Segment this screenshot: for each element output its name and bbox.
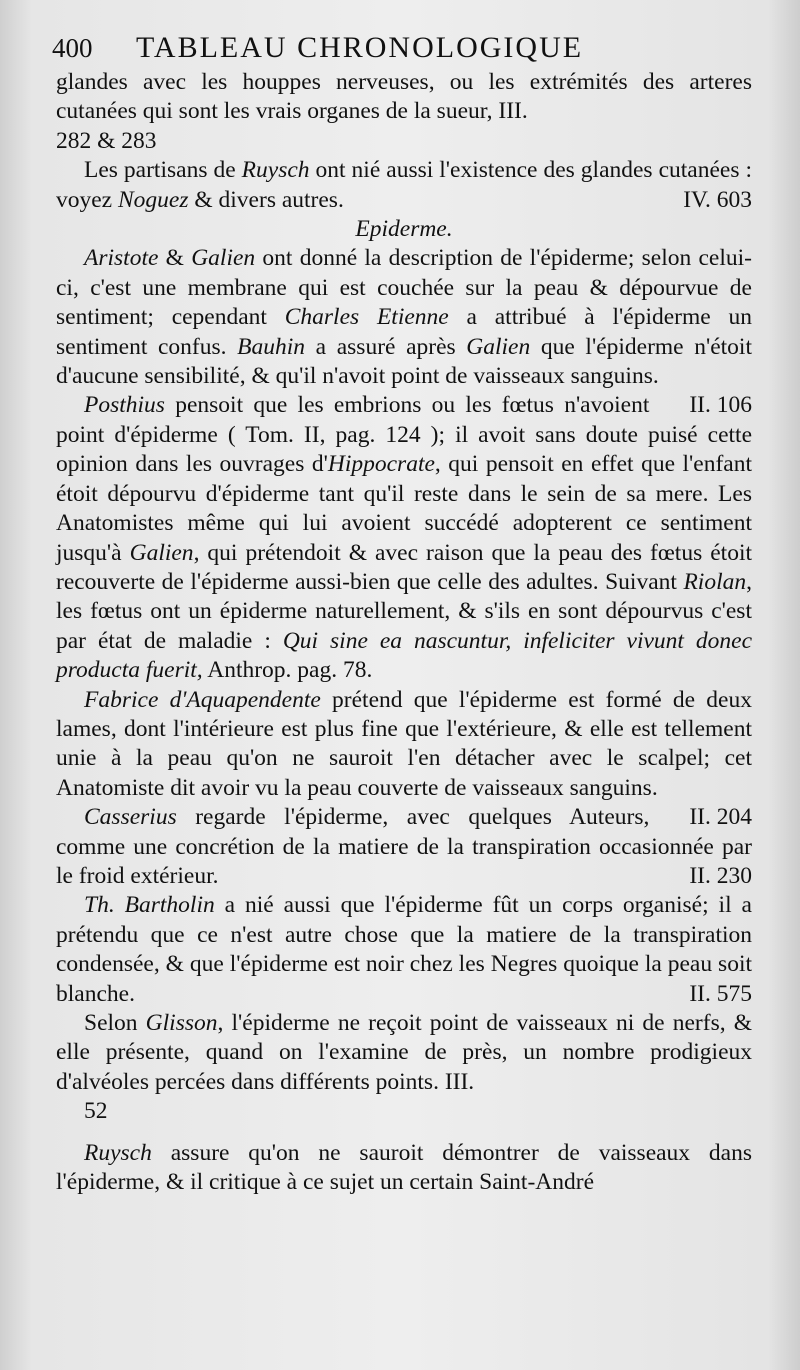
paragraph-casserius	[56, 803, 752, 891]
text-run: &	[158, 245, 192, 272]
text-run: regarde l'épiderme, avec quelques Auteurs, comme une concrétion de la matiere de la transpiration occasionnée par le froid extérieur.	[56, 804, 752, 889]
author-name: Aristote	[84, 245, 159, 272]
text-run: que l'épiderme n'étoit d'aucune sensibilité, & qu'il n'avoit point de vaisseaux sanguins.	[56, 333, 752, 390]
text-run: a nié aussi que l'épiderme fût un corps organisé; il a prétendu que ce n'est autre chose que la matiere de la transpiration condensée, & que l'épiderme est noir chez les Negres quoique la peau soit blanche.	[56, 892, 752, 1007]
author-name: Galien	[466, 333, 531, 360]
text-run: Selon	[84, 1010, 146, 1036]
latin-quote: Qui sine ea nascuntur, infeliciter vivunt donec producta fuerit,	[56, 627, 753, 684]
author-name: Galien	[129, 539, 194, 566]
author-name: Ruysch	[241, 157, 310, 184]
text-run: assure qu'on ne sauroit démontrer de vaisseaux dans l'épiderme, & il critique à ce sujet un certain Saint-André	[56, 1139, 752, 1196]
text-run: prétend que l'épiderme est formé de deux lames, dont l'intérieure est plus fine que l'extérieure, & elle est tellement unie à la peau qu'on ne sauroit l'en détacher avec le scalpel; cet Anatomiste dit avoir vu la peau couverte de vaisseaux sanguins.	[56, 686, 752, 801]
author-name: Bauhin	[237, 333, 306, 360]
paragraph-ruysch	[56, 1139, 752, 1198]
reference: II. 230	[689, 862, 752, 889]
text-run: , les fœtus ont un épiderme naturellement, & s'ils en sont dépourvus c'est par état de maladie :	[56, 568, 752, 654]
page-header	[52, 28, 752, 68]
text-run: & divers autres.	[188, 186, 344, 213]
paragraph-glandes	[56, 68, 752, 156]
author-name: Posthius	[84, 392, 165, 419]
text-run: ont nié aussi l'existence des glandes cutanées : voyez	[56, 157, 752, 213]
text-run: a assuré après	[305, 333, 467, 360]
page-number: 400	[52, 33, 93, 63]
author-name: Casserius	[84, 804, 177, 831]
page-text	[56, 68, 752, 1197]
author-name: Galien	[191, 245, 256, 272]
paragraph-bartholin	[56, 891, 752, 1009]
text-run: , l'épiderme ne reçoit point de vaisseaux ni de nerfs, & elle présente, quand on l'examine de près, un nombre prodigieux d'alvéoles percées dans différents points. III.	[56, 1010, 752, 1095]
reference: II. 106	[689, 392, 752, 419]
running-head: TABLEAU CHRONOLOGIQUE	[136, 31, 584, 64]
spacer	[56, 1127, 752, 1139]
section-heading: Epiderme.	[355, 216, 453, 243]
author-name: Noguez	[118, 186, 189, 213]
author-name: Riolan	[683, 568, 747, 595]
text-run: , qui prétendoit & avec raison que la peau des fœtus étoit recouverte de l'épiderme aussi-bien que celle des adultes. Suivant	[56, 539, 752, 595]
text-run: a attribué à l'épiderme un sentiment confus.	[56, 304, 753, 360]
reference: II. 204	[689, 804, 752, 831]
text-run: Anthrop. pag. 78.	[202, 657, 373, 684]
reference: 282 & 283	[56, 127, 157, 154]
text-run: Les partisans de	[84, 157, 242, 184]
author-name: Ruysch	[84, 1139, 152, 1166]
author-name: Glisson	[145, 1010, 218, 1036]
reference: 52	[84, 1098, 108, 1125]
paragraph-partisans-ruysch	[56, 156, 752, 215]
author-name: Charles Etienne	[284, 304, 449, 331]
author-name: Hippocrate	[327, 451, 435, 478]
reference: IV. 603	[683, 186, 752, 213]
text-run: pensoit que les embrions ou les fœtus n'avoient point d'épiderme ( Tom. II, pag. 124 ); il avoit sans doute puisé cette opinion dans les ouvrages d'	[56, 392, 752, 478]
paragraph-text: glandes avec les houppes nerveuses, ou les extrémités des arteres cutanées qui sont les vrais organes de la sueur, III.	[56, 69, 752, 125]
paragraph-posthius	[56, 391, 752, 685]
paragraph-glisson	[56, 1009, 752, 1127]
text-run: , qui pensoit en effet que l'enfant étoit dépourvu d'épiderme tant qu'il reste dans le sein de sa mere. Les Anatomistes même qui lui avoient succédé adopterent ce sentiment jusqu'à	[56, 451, 753, 566]
text-run: ont donné la description de l'épiderme; selon celui-ci, c'est une membrane qui est couchée sur la peau & dépourvue de sentiment; cependant	[56, 245, 752, 331]
author-name: Th. Bartholin	[84, 892, 215, 919]
author-name: Fabrice d'Aquapendente	[84, 686, 321, 713]
reference: II. 575	[689, 980, 752, 1007]
